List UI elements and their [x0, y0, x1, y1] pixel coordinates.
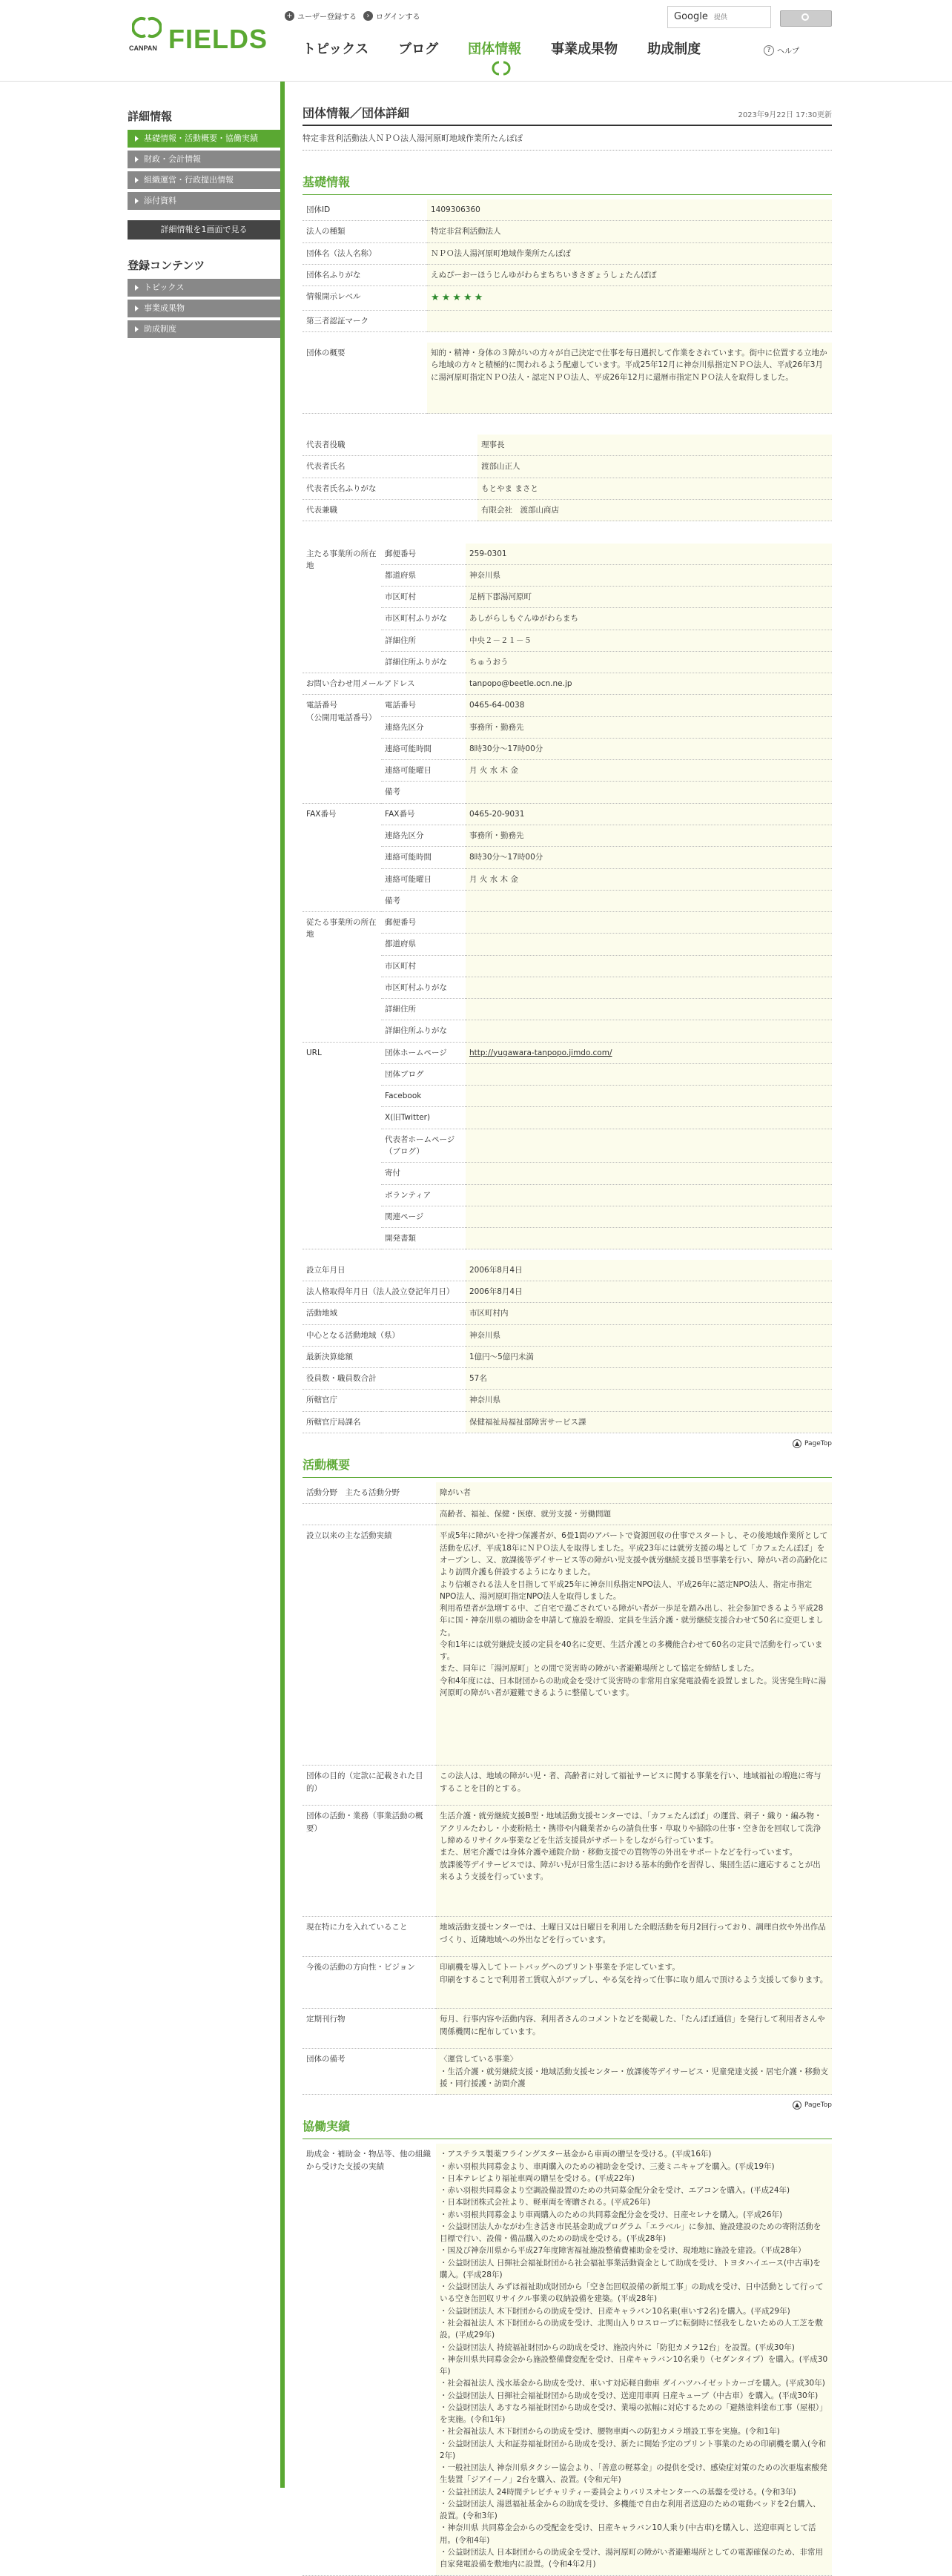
- table-row: [303, 2009, 832, 2049]
- sidebar: [128, 104, 280, 341]
- row-value: [466, 1228, 832, 1249]
- row-key: 市区町村: [381, 955, 466, 977]
- main-nav: [303, 39, 730, 76]
- table-row: [303, 890, 832, 911]
- row-value: [466, 890, 832, 911]
- table-row: [303, 716, 832, 738]
- table-row: [303, 1129, 832, 1163]
- row-value: [466, 1163, 832, 1184]
- list-item: ・ 赤い羽根共同募金より空調設備設置のための共同募金配分金を受け、エアコンを購入。(平成24年): [440, 2184, 828, 2196]
- row-key: 中心となる活動地域（県）: [303, 1324, 466, 1346]
- row-value: ＮＰＯ法人湯河原町地域作業所たんぽぽ: [427, 242, 832, 264]
- row-key: 定期刊行物: [303, 2009, 436, 2049]
- table-row: [303, 825, 832, 846]
- row-value: 2006年8月4日: [466, 1260, 832, 1281]
- row-value: 0465-64-0038: [466, 695, 832, 716]
- row-key: 団体名（法人名称）: [303, 242, 427, 264]
- table-row: [303, 955, 832, 977]
- row-value: [466, 1129, 832, 1163]
- list-item: ・ 公益財団法人 日揮社会福祉財団から社会福祉事業活動資金として助成を受け、トヨタハイエース(中古車)を購入。(平成28年): [440, 2257, 828, 2282]
- pagetop-link[interactable]: [303, 1439, 832, 1448]
- row-value: [466, 1063, 832, 1085]
- pagetop-label: PageTop: [804, 2101, 832, 2110]
- table-row: [303, 738, 832, 759]
- row-value: 1億円～5億円未満: [466, 1346, 832, 1367]
- row-key: 市区町村: [381, 587, 466, 608]
- row-value: 神奈川県: [466, 1390, 832, 1411]
- list-item: ・ アステラス製薬フライングスター基金から車両の贈呈を受ける。(平成16年): [440, 2148, 828, 2160]
- table-row: [303, 1525, 832, 1766]
- coop-list-cell: [436, 2144, 832, 2575]
- row-value: 57名: [466, 1368, 832, 1390]
- row-value: [466, 1184, 832, 1206]
- pagetop-label: PageTop: [804, 1439, 832, 1447]
- list-item: ・ 公益財団法人かながわ生き活き市民基金助成プログラム「エラベル」に参加、施設建設のための寄附活動を目標で行い、設備・備品購入のための助成を受ける。(平成28年): [440, 2221, 828, 2245]
- group-key: 従たる事業所の所在地: [303, 912, 381, 1043]
- table-row: [303, 499, 832, 521]
- search-button[interactable]: [780, 10, 832, 27]
- search-brand: Google: [674, 11, 708, 22]
- row-value: 渡部山正人: [477, 456, 832, 478]
- table-row: [303, 760, 832, 782]
- table-row: [303, 1368, 832, 1390]
- row-value: 0465-20-9031: [466, 803, 832, 825]
- help-icon: ?: [764, 45, 774, 56]
- row-value: 8時30分～17時00分: [466, 738, 832, 759]
- row-key: 郵便番号: [381, 544, 466, 565]
- list-item: ・ 公益社団法人 24時間テレビチャリティー委員会よりバリスオセンターへの基盤を受ける。(令和3年): [440, 2486, 828, 2498]
- row-key: 備考: [381, 782, 466, 803]
- table-row: [303, 1184, 832, 1206]
- table-row: [303, 435, 832, 456]
- row-key: 役員数・職員数合計: [303, 1368, 466, 1390]
- table-row: [303, 1042, 832, 1063]
- table-row: [303, 1806, 832, 1917]
- table-row: [303, 934, 832, 955]
- plus-icon: +: [285, 11, 294, 21]
- login-label: ログインする: [376, 13, 420, 22]
- table-row: [303, 564, 832, 586]
- table-row: [303, 1390, 832, 1411]
- disclosure-stars: [427, 286, 832, 311]
- sidebar-item-admin[interactable]: 組織運営・行政提出情報: [128, 171, 280, 189]
- row-key: 今後の活動の方向性・ビジョン: [303, 1957, 436, 2009]
- sidebar-item-basic[interactable]: 基礎情報・活動概要・協働実績: [128, 130, 280, 148]
- nav-label: 助成制度: [647, 42, 701, 57]
- row-key: 団体の目的（定款に記載された目的）: [303, 1766, 436, 1806]
- row-key: 連絡可能曜日: [381, 760, 466, 782]
- row-value: 8時30分～17時00分: [466, 847, 832, 868]
- table-row: [303, 868, 832, 890]
- logo-sub: CANPAN: [129, 44, 157, 52]
- email-value[interactable]: tanpopo@beetle.ocn.ne.jp: [466, 673, 832, 695]
- group-key: FAX番号: [303, 803, 381, 911]
- sidebar-detail-title: 詳細情報: [128, 110, 173, 123]
- table-row: [303, 1917, 832, 1957]
- page-title-text: 団体情報／団体詳細: [303, 106, 410, 120]
- coop-list: [440, 2148, 828, 2570]
- table-row: [303, 1086, 832, 1107]
- table-row: [303, 264, 832, 285]
- row-value: 2006年8月4日: [466, 1281, 832, 1303]
- row-key: X(旧Twitter): [381, 1107, 466, 1129]
- row-value: あしがらしもぐんゆがわらまち: [466, 608, 832, 630]
- row-key: 代表者氏名ふりがな: [303, 478, 477, 499]
- notes-line: 〈運営している事業〉: [440, 2055, 518, 2064]
- table-row: [303, 803, 832, 825]
- group-key: 主たる事業所の所在地: [303, 544, 381, 673]
- main-content: [303, 104, 832, 2576]
- table-row: [303, 1324, 832, 1346]
- contact-table: [303, 544, 832, 1433]
- row-value: 事務所・勤務先: [466, 825, 832, 846]
- row-key: 備考: [381, 890, 466, 911]
- row-value: [466, 934, 832, 955]
- arrow-up-icon: ▲: [793, 2101, 801, 2110]
- row-value: もとやま まさと: [477, 478, 832, 499]
- list-item: ・ 赤い羽根共同募金より車両購入のための共同募金配分金を受け、日産セレナを購入。(平成26年): [440, 2209, 828, 2221]
- row-value: 事務所・勤務先: [466, 716, 832, 738]
- show-all-button[interactable]: 詳細情報を1画面で見る: [128, 220, 280, 240]
- row-key: 法人格取得年月日（法人設立登記年月日）: [303, 1281, 466, 1303]
- row-value: 中央２－２１－５: [466, 630, 832, 651]
- register-label: ユーザー登録する: [297, 13, 357, 22]
- business-text: 生活介護・就労継続支援B型・地域活動支援センターでは、「カフェたんぽぽ」の運営、刺子・織り・編み物・アクリルたわし・小麦粉粘土・携帯や内職業者からの請負仕事・草取りや掃除の仕事・空き缶を回収して洗浄し締めるリサイクル事業などを生活支援員がサポートをしながら行っています。 また、居宅介護では身体介護や通院介助・移動支援での買物等の外出をサポートなどを行っています。 放課後等デイサービスでは、障がい児が日常生活における基本的動作を習得し、集団生活に適応することが出来るよう支援を行っています。: [436, 1806, 832, 1917]
- table-row: [303, 343, 832, 414]
- row-value: [466, 782, 832, 803]
- active-marker-icon: [484, 61, 518, 76]
- purpose-text: この法人は、地域の障がい児・者、高齢者に対して福祉サービスに関する事業を行い、地域福祉の増進に寄与することを目的とする。: [436, 1766, 832, 1806]
- nav-label: ブログ: [398, 42, 439, 57]
- overview-text: 知的・精神・身体の３障がいの方々が自己決定で仕事を毎日選択して作業をされています。街中に位置する立地から地域の方々と積極的に関われるよう配慮しています。平成25年12月に神奈川県指定ＮＰＯ法人、平成26年3月に湯河原町指定ＮＰＯ法人・認定ＮＰＯ法人、平成26年12月に還暦市指定ＮＰＯ法人を取得しました。: [427, 343, 832, 414]
- row-key: 連絡可能時間: [381, 847, 466, 868]
- row-key: 現在特に力を入れていること: [303, 1917, 436, 1957]
- history-text: 平成5年に障がいを持つ保護者が、6畳1間のアパートで資源回収の仕事でスタートし、その後地域作業所として活動を広げ、平成18年にＮＰＯ法人を取得しました。平成23年には就労支援の場として「カフェたんぽぽ」をオープンし、又、放課後等デイサービス等の障がい児支援や就労継続支援Ｂ型事業を行い、障がい者の高齢化により訪問介護も併設するようになりました。 より信頼される法人を目指して平成25年に神奈川県指定NPO法人、平成26年に認定NPO法人、指定市指定NPO法人、湯河原町指定NPO法人を取得しました。 利用希望者が急増する中、ご自宅で過ごされている障がい者が一歩足を踏み出し、社会参加できるよう平成28年に国・神奈川県の補助金を申請して施設を増設、定員を生活介護・就労継続支援合わせて50名に変更しました。 令和1年には就労継続支援の定員を40名に変更、生活介護との多機能合わせて60名の定員で活動を行っています。 また、同年に「湯河原町」との間で災害時の障がい者避難場所として協定を締結しました。 令和4年度には、日本財団からの助成金を受けて災害時の非常用自家発電設備を設置しました。災害発生時に湯河原町の障がい者が避難できるように整備しています。: [436, 1525, 832, 1766]
- list-item: ・ 社会福祉法人 浅水基金から助成を受け、車いす対応軽自動車 ダイハツハイゼットカーゴを購入。(平成30年): [440, 2377, 828, 2389]
- row-value: [466, 977, 832, 998]
- table-row: [303, 1163, 832, 1184]
- nav-label: 事業成果物: [551, 42, 618, 57]
- row-value: [427, 311, 832, 332]
- table-row: [303, 695, 832, 716]
- table-row: [303, 1063, 832, 1085]
- table-row: [303, 2049, 832, 2095]
- row-key: 活動地域: [303, 1303, 466, 1324]
- field-label: 活動分野: [306, 1487, 337, 1497]
- table-row: [303, 630, 832, 651]
- representative-table: [303, 435, 832, 544]
- row-value: ちゅうおう: [466, 651, 832, 673]
- row-key: 代表者ホームページ（ブログ）: [381, 1129, 466, 1163]
- list-item: ・ 公益財団法人 あすなろ福祉財団から助成を受け、業場の拡幅に対応するための「避熱塗料塗布工事（屋根）」を実施。(令和1年): [440, 2402, 828, 2426]
- table-row: [303, 1482, 832, 1504]
- row-value: [466, 1020, 832, 1042]
- nav-label: トピックス: [303, 42, 369, 57]
- row-key: 市区町村ふりがな: [381, 608, 466, 630]
- table-row: [303, 311, 832, 332]
- table-row: [303, 478, 832, 499]
- table-row: [303, 847, 832, 868]
- arrow-icon: ›: [363, 11, 373, 21]
- coop-heading: 協働実績: [303, 2117, 832, 2139]
- row-key: 団体の活動・業務（事業活動の概要）: [303, 1806, 436, 1917]
- row-value: [466, 999, 832, 1020]
- row-key: 代表者氏名: [303, 456, 477, 478]
- list-item: ・ 一般社団法人 神奈川県タクシー協会より、「善意の軽募金」の提供を受け、感染症対策のための次亜塩素酸発生装置「ジアイーノ」2台を購入、設置。(令和元年): [440, 2462, 828, 2486]
- page-title: [303, 104, 832, 126]
- activity-heading: 活動概要: [303, 1456, 832, 1478]
- help-label: ヘルプ: [777, 47, 799, 56]
- sidebar-item-grants[interactable]: 助成制度: [128, 320, 280, 338]
- row-value: 市区町村内: [466, 1303, 832, 1324]
- org-full-name: 特定非営利活動法人ＮＰＯ法人湯河原町地域作業所たんぽぽ: [303, 126, 832, 151]
- logo-text: FIELDS: [168, 24, 268, 54]
- basic-heading: 基礎情報: [303, 173, 832, 195]
- row-key: 詳細住所: [381, 999, 466, 1020]
- row-value: 高齢者、福祉、保健・医療、就労支援・労働問題: [436, 1504, 832, 1525]
- table-row: [303, 1228, 832, 1249]
- row-key: 都道府県: [381, 564, 466, 586]
- row-value: [466, 1042, 832, 1063]
- list-item: ・ 社会福祉法人 木下財団からの助成を受け、北関山入りロスローブに転倒時に怪我をしないための人工芝を敷設。(平成29年): [440, 2317, 828, 2342]
- table-row: [303, 199, 832, 221]
- row-key: [303, 1504, 436, 1525]
- row-key: 代表兼職: [303, 499, 477, 521]
- table-row: [303, 977, 832, 998]
- row-key: 団体ブログ: [381, 1063, 466, 1085]
- row-key: 連絡可能時間: [381, 738, 466, 759]
- row-value: えぬぴーおーほうじんゆがわらまちちいきさぎょうしょたんぽぽ: [427, 264, 832, 285]
- row-key: 所轄官庁: [303, 1390, 466, 1411]
- row-key: 団体ホームページ: [381, 1042, 466, 1063]
- sidebar-item-deliverables[interactable]: 事業成果物: [128, 300, 280, 317]
- row-key: 代表者役職: [303, 435, 477, 456]
- row-key: 寄付: [381, 1163, 466, 1184]
- row-key: 団体名ふりがな: [303, 264, 427, 285]
- list-item: ・ 公益財団法人 日本財団からの助成金を受け、湯河原町の障がい者避難場所としての電源確保のため、非常用自家発電設備を敷地内に設置。(令和4年2月): [440, 2546, 828, 2571]
- table-row: [303, 286, 832, 311]
- row-value: 保健福祉局福祉部障害サービス課: [466, 1411, 832, 1433]
- row-key: 連絡可能曜日: [381, 868, 466, 890]
- row-key: 最新決算総額: [303, 1346, 466, 1367]
- row-value: 月 火 水 木 金: [466, 868, 832, 890]
- row-value: [466, 1206, 832, 1227]
- search-placeholder: 提供: [713, 14, 727, 22]
- row-key: 連絡先区分: [381, 716, 466, 738]
- basic-table: [303, 199, 832, 435]
- table-row: [303, 1020, 832, 1042]
- list-item: ・ 公益財団法人 みずほ福祉助成財団から「空き缶回収設備の新規工事」の助成を受け、日中活動として行っている空き缶回収リサイクル事業の収納設備を建築。(平成28年): [440, 2281, 828, 2305]
- row-value: 神奈川県: [466, 1324, 832, 1346]
- row-key: ボランティア: [381, 1184, 466, 1206]
- notes-line-text: 生活介護・就労継続支援・地域活動支援センター・放課後等デイサービス・児童発達支援・居宅介護・移動支援・同行援護・訪問介護: [440, 2067, 828, 2088]
- list-item: ・ 日本財団株式会社より、軽車両を寄贈される。(平成26年): [440, 2196, 828, 2208]
- table-row: [303, 1766, 832, 1806]
- search-icon: [801, 13, 809, 21]
- row-value: [466, 1107, 832, 1129]
- table-row: [303, 1346, 832, 1367]
- table-row: [303, 999, 832, 1020]
- table-row: [303, 1206, 832, 1227]
- row-value: [466, 912, 832, 934]
- row-key: 第三者認証マーク: [303, 311, 427, 332]
- row-value: 1409306360: [427, 199, 832, 221]
- row-key: 郵便番号: [381, 912, 466, 934]
- coop-table: [303, 2144, 832, 2575]
- list-item: ・ 公益財団法人 持続福祉財団からの助成を受け、施設内外に「防犯カメラ12台」を設置。(平成30年): [440, 2342, 828, 2354]
- row-key: 設立以来の主な活動実績: [303, 1525, 436, 1766]
- row-key: 団体の備考: [303, 2049, 436, 2095]
- row-key: 関連ページ: [381, 1206, 466, 1227]
- row-key: 詳細住所ふりがな: [381, 651, 466, 673]
- list-item: ・ 赤い羽根共同募金より、車両購入のための補助金を受け、三菱ミニキャブを購入。(平成19年): [440, 2161, 828, 2173]
- row-key: 情報開示レベル: [303, 286, 427, 311]
- nav-topics[interactable]: [303, 39, 398, 76]
- table-row: [303, 1260, 832, 1281]
- login-link[interactable]: [363, 10, 420, 22]
- table-row: [303, 912, 832, 934]
- nav-blog[interactable]: [398, 39, 468, 76]
- table-row: [303, 608, 832, 630]
- list-item: ・ 神奈川県 共同募金会からの受配金を受け、日産キャラバン10人乗り(中古車)を購入し、送迎車両として活用。(令和4年): [440, 2522, 828, 2546]
- sidebar-item-topics[interactable]: トピックス: [128, 279, 280, 297]
- pub-text: 毎月、行事内容や活動内容、利用者さんのコメントなどを掲載した、「たんぽぽ通信」を発行して利用者さんや関係機関に配布しています。: [436, 2009, 832, 2049]
- list-item: ・ 社会福祉法人 木下財団からの助成を受け、腰物車両への防犯カメラ増設工事を実施。(令和1年): [440, 2425, 828, 2437]
- tel-label-sub: （公開用電話番号）: [306, 713, 377, 722]
- notes-line: ・生活介護・就労継続支援・地域活動支援センター・放課後等デイサービス・児童発達支援・居宅介護・移動支援・同行援護・訪問介護: [440, 2067, 828, 2088]
- row-key: [303, 1482, 436, 1504]
- row-key: Facebook: [381, 1086, 466, 1107]
- row-key: 都道府県: [381, 934, 466, 955]
- table-row: [303, 242, 832, 264]
- table-row: [303, 673, 832, 695]
- row-value: [466, 1086, 832, 1107]
- focus-text: 地域活動支援センターでは、土曜日又は日曜日を利用した余暇活動を毎月2回行っており、調理自炊や外出作品づくり、近隣地域への外出などを行っています。: [436, 1917, 832, 1957]
- table-row: [303, 1303, 832, 1324]
- row-key: 市区町村ふりがな: [381, 977, 466, 998]
- row-value: 神奈川県: [466, 564, 832, 586]
- logo-mark-icon: [132, 16, 162, 42]
- group-key: [303, 695, 381, 803]
- nav-grants[interactable]: [647, 39, 730, 76]
- tel-label: 電話番号: [306, 701, 337, 710]
- row-key: 所轄官庁局課名: [303, 1411, 466, 1433]
- list-item: ・ 日本テレビより福祉車両の贈呈を受ける。(平成22年): [440, 2173, 828, 2184]
- table-row: [303, 651, 832, 673]
- table-row: [303, 1281, 832, 1303]
- row-key: 設立年月日: [303, 1260, 466, 1281]
- table-row: [303, 1504, 832, 1525]
- row-key: 団体の概要: [303, 343, 427, 414]
- list-item: ・ 神奈川県共同募金会から施設整備費変配を受け、日産キャラバン10名乗り（セダンタイプ）を購入。(平成30年): [440, 2354, 828, 2378]
- row-key: お問い合わせ用メールアドレス: [303, 673, 466, 695]
- row-key: 連絡先区分: [381, 825, 466, 846]
- table-row: [303, 544, 832, 565]
- sidebar-item-finance[interactable]: 財政・会計情報: [128, 151, 280, 168]
- row-key: FAX番号: [381, 803, 466, 825]
- row-key: 詳細住所: [381, 630, 466, 651]
- nav-label: 団体情報: [468, 42, 522, 57]
- row-key: 開発書類: [381, 1228, 466, 1249]
- sidebar-contents-title: 登録コンテンツ: [128, 259, 205, 272]
- row-value: 259-0301: [466, 544, 832, 565]
- search-input[interactable]: [667, 6, 771, 28]
- list-item: ・ 公益財団法人 木下財団からの助成を受け、日産キャラバン10名乗(車いす2名)を購入。(平成29年): [440, 2305, 828, 2317]
- site-header: [0, 0, 952, 82]
- group-key: URL: [303, 1042, 381, 1249]
- nav-deliverables[interactable]: [551, 39, 647, 76]
- list-item: ・ 公益財団法人 日揮社会福祉財団から助成を受け、送迎用車両 日産キューブ（中古車）を購入。(平成30年): [440, 2390, 828, 2402]
- table-row: [303, 2144, 832, 2575]
- list-item: ・ 公益財団法人 大和証券福祉財団から助成を受け、新たに開始予定のプリント事業のための印刷機を購入(令和2年): [440, 2438, 828, 2463]
- nav-org-info[interactable]: [468, 39, 551, 76]
- homepage-link[interactable]: http://yugawara-tanpopo.jimdo.com/: [469, 1048, 612, 1057]
- row-key: 団体ID: [303, 199, 427, 221]
- row-value: 有限会社 渡部山商店: [477, 499, 832, 521]
- table-row: [303, 456, 832, 478]
- help-link[interactable]: [764, 44, 799, 56]
- row-value: 足柄下郡湯河原町: [466, 587, 832, 608]
- row-value: 障がい者: [436, 1482, 832, 1504]
- field-sub: 主たる活動分野: [345, 1487, 400, 1497]
- list-item: ・ 公益財団法人 湯恩福祉基金からの助成を受け、多機能で自由な利用者送迎のための電動ベッドを2台購入、設置。(令和3年): [440, 2498, 828, 2523]
- future-text: 印刷機を導入してトートバッグへのプリント事業を予定しています。 印刷をすることで利用者工賃収入がアップし、やる気を持って仕事に取り組んで頂けるよう支援して参ります。: [436, 1957, 832, 2009]
- row-key: 電話番号: [381, 695, 466, 716]
- table-row: [303, 1957, 832, 2009]
- row-key: 助成金・補助金・物品等、他の組織から受けた支援の実績: [303, 2144, 436, 2575]
- notes-cell: [436, 2049, 832, 2095]
- table-row: [303, 1107, 832, 1129]
- table-row: [303, 1411, 832, 1433]
- table-row: [303, 221, 832, 242]
- row-value: 特定非営利活動法人: [427, 221, 832, 242]
- sidebar-item-attachments[interactable]: 添付資料: [128, 192, 280, 210]
- table-row: [303, 782, 832, 803]
- site-logo[interactable]: [128, 13, 268, 58]
- list-item: ・ 国及び神奈川県から平成27年度障害福祉施設整備費補助金を受け、現地地に施設を建設。（平成28年）: [440, 2245, 828, 2256]
- table-row: [303, 587, 832, 608]
- activity-table: [303, 1482, 832, 2095]
- row-value: 月 火 水 木 金: [466, 760, 832, 782]
- row-value: [466, 955, 832, 977]
- row-key: 詳細住所ふりがな: [381, 1020, 466, 1042]
- arrow-up-icon: ▲: [793, 1439, 801, 1448]
- row-key: 法人の種類: [303, 221, 427, 242]
- updated-date: 2023年9月22日 17:30更新: [738, 111, 832, 119]
- content-divider: [280, 82, 285, 2488]
- pagetop-link[interactable]: [303, 2101, 832, 2110]
- star-icons: ★★★★★: [431, 292, 486, 304]
- row-value: 理事長: [477, 435, 832, 456]
- register-link[interactable]: [285, 10, 357, 22]
